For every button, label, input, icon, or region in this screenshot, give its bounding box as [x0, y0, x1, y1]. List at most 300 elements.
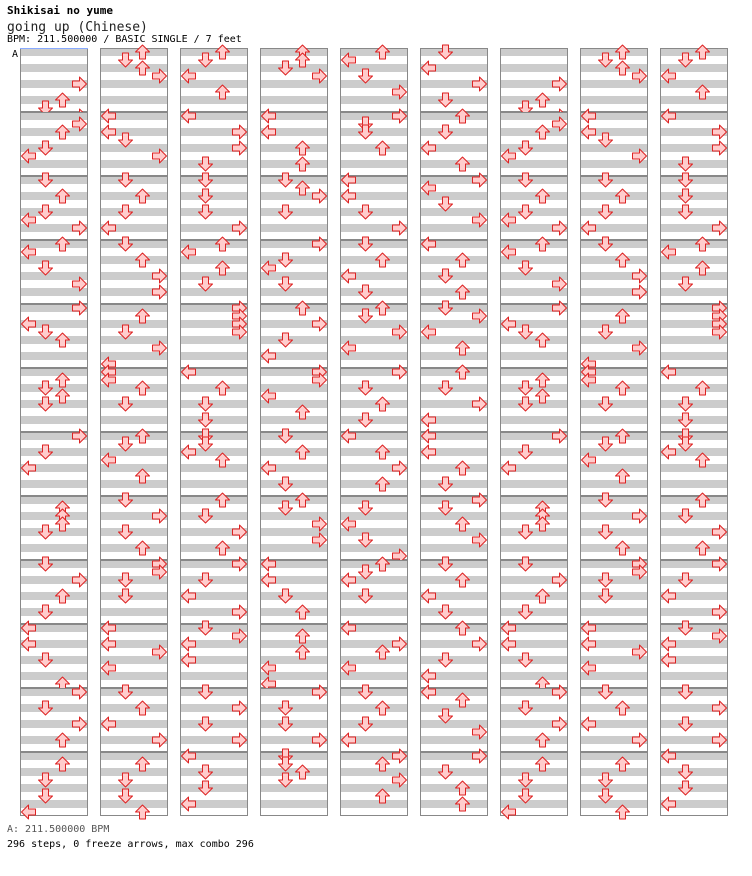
beat-stripe [500, 512, 568, 520]
measure [20, 685, 88, 752]
beat-stripe [340, 96, 408, 104]
measure [420, 493, 488, 560]
measure [100, 173, 168, 240]
beat-stripe [500, 784, 568, 792]
chart-column [180, 45, 248, 816]
measure [180, 685, 248, 752]
beat-stripe [340, 336, 408, 344]
beat-stripe [260, 800, 328, 808]
beat-stripe [420, 784, 488, 792]
beat-stripe [260, 208, 328, 216]
beat-stripe [420, 96, 488, 104]
measure [100, 752, 168, 819]
beat-stripe [100, 752, 168, 760]
beat-stripe [580, 752, 648, 760]
beat-stripe [20, 240, 88, 248]
beat-stripe [580, 304, 648, 312]
measure [260, 493, 328, 560]
beat-stripe [500, 736, 568, 744]
measure [500, 368, 568, 432]
measure [260, 301, 328, 368]
beat-stripe [260, 592, 328, 600]
beat-stripe [580, 352, 648, 360]
beat-stripe [580, 64, 648, 72]
beat-stripe [420, 576, 488, 584]
beat-stripe [580, 240, 648, 248]
beat-stripe [340, 592, 408, 600]
beat-stripe [580, 576, 648, 584]
beat-stripe [260, 784, 328, 792]
measure [180, 621, 248, 688]
beat-stripe [580, 176, 648, 184]
beat-stripe [20, 656, 88, 664]
measure [340, 429, 408, 496]
beat-stripe [260, 656, 328, 664]
measure [180, 109, 248, 176]
beat-stripe [660, 576, 728, 584]
beat-stripe [180, 576, 248, 584]
beat-stripe [100, 480, 168, 488]
beat-stripe [580, 336, 648, 344]
measure [580, 621, 648, 688]
beat-stripe [100, 160, 168, 168]
measure [500, 496, 568, 560]
beat-stripe [660, 272, 728, 280]
beat-stripe [20, 768, 88, 776]
chart-column [260, 45, 328, 816]
beat-stripe [100, 656, 168, 664]
measure [420, 749, 488, 816]
beat-stripe [100, 192, 168, 200]
measure [340, 45, 408, 112]
measure [580, 45, 648, 112]
measure [660, 173, 728, 240]
measure [20, 301, 88, 368]
measure [580, 493, 648, 560]
beat-stripe [660, 624, 728, 632]
beat-stripe [340, 128, 408, 136]
beat-stripe [100, 672, 168, 680]
beat-stripe [340, 704, 408, 712]
measure [260, 365, 328, 432]
beat-stripe [100, 528, 168, 536]
beat-stripe [100, 784, 168, 792]
measure [260, 557, 328, 624]
beat-stripe [100, 416, 168, 424]
measure [20, 621, 88, 691]
beat-stripe [660, 672, 728, 680]
beat-stripe [260, 288, 328, 296]
beat-stripe [260, 160, 328, 168]
beat-stripe [20, 384, 88, 392]
beat-stripe [20, 736, 88, 744]
measure [180, 749, 248, 816]
beat-stripe [660, 80, 728, 88]
beat-stripe [420, 208, 488, 216]
beat-stripe [260, 448, 328, 456]
beat-stripe [260, 336, 328, 344]
beat-stripe [20, 96, 88, 104]
beat-stripe [500, 544, 568, 552]
beat-stripe [20, 144, 88, 152]
beat-stripe [260, 176, 328, 184]
beat-stripe [180, 288, 248, 296]
beat-stripe [100, 576, 168, 584]
beat-stripe [660, 256, 728, 264]
beat-stripe [100, 256, 168, 264]
beat-stripe [20, 160, 88, 168]
beat-stripe [580, 672, 648, 680]
beat-stripe [420, 224, 488, 232]
beat-stripe [180, 352, 248, 360]
measure [420, 173, 488, 240]
beat-stripe [660, 336, 728, 344]
beat-stripe [420, 304, 488, 312]
measure [580, 365, 648, 432]
beat-stripe [340, 320, 408, 328]
beat-stripe [100, 80, 168, 88]
beat-stripe [500, 384, 568, 392]
measure [500, 173, 568, 240]
measure [100, 621, 168, 688]
beat-stripe [500, 288, 568, 296]
measure [180, 237, 248, 304]
beat-stripe [20, 368, 88, 376]
beat-stripe [660, 240, 728, 248]
beat-stripe [500, 800, 568, 808]
beat-stripe [340, 144, 408, 152]
beat-stripe [260, 400, 328, 408]
measure [340, 621, 408, 688]
beat-stripe [340, 240, 408, 248]
beat-stripe [420, 112, 488, 120]
measure [260, 749, 328, 816]
measure [100, 557, 168, 624]
beat-stripe [420, 544, 488, 552]
beat-stripe [580, 160, 648, 168]
beat-stripe [100, 768, 168, 776]
measure [660, 621, 728, 688]
beat-stripe [260, 432, 328, 440]
beat-stripe [260, 512, 328, 520]
measure [340, 685, 408, 752]
measure [180, 301, 248, 368]
measure [580, 237, 648, 304]
beat-stripe [420, 368, 488, 376]
measure [580, 173, 648, 240]
measure [500, 112, 568, 176]
beat-stripe [500, 96, 568, 104]
measure [100, 493, 168, 560]
measure [20, 557, 88, 624]
beat-stripe [20, 48, 88, 56]
beat-stripe [260, 496, 328, 504]
beat-stripe [420, 256, 488, 264]
beat-stripe [500, 528, 568, 536]
measure [580, 557, 648, 624]
beat-stripe [420, 768, 488, 776]
beat-stripe [660, 288, 728, 296]
beat-stripe [420, 560, 488, 568]
beat-stripe [260, 96, 328, 104]
measure [580, 304, 648, 371]
measure [420, 237, 488, 304]
beat-stripe [580, 528, 648, 536]
measure [340, 749, 408, 816]
beat-stripe [180, 64, 248, 72]
beat-stripe [260, 144, 328, 152]
beat-stripe [580, 400, 648, 408]
beat-stripe [260, 672, 328, 680]
measure [20, 752, 88, 819]
beat-stripe [260, 608, 328, 616]
measure [100, 429, 168, 496]
beat-stripe [660, 768, 728, 776]
beat-stripe [340, 208, 408, 216]
beat-stripe [420, 720, 488, 728]
beat-stripe [180, 384, 248, 392]
measure [180, 173, 248, 240]
beat-stripe [100, 320, 168, 328]
beat-stripe [420, 736, 488, 744]
beat-stripe [580, 688, 648, 696]
beat-stripe [100, 352, 168, 360]
beat-stripe [100, 400, 168, 408]
beat-stripe [180, 336, 248, 344]
beat-stripe [260, 48, 328, 56]
beat-stripe [20, 496, 88, 504]
beat-stripe [500, 480, 568, 488]
beat-stripe [340, 544, 408, 552]
beat-stripe [340, 800, 408, 808]
beat-stripe [580, 416, 648, 424]
beat-stripe [260, 704, 328, 712]
beat-stripe [180, 208, 248, 216]
measure [420, 557, 488, 624]
measure [340, 109, 408, 176]
beat-stripe [340, 64, 408, 72]
beat-stripe [580, 448, 648, 456]
beat-stripe [660, 432, 728, 440]
beat-stripe [100, 464, 168, 472]
beat-stripe [500, 64, 568, 72]
measure [500, 621, 568, 691]
beat-stripe [20, 400, 88, 408]
measure [340, 496, 408, 563]
beat-stripe [500, 368, 568, 376]
beat-stripe [500, 352, 568, 360]
beat-stripe [420, 704, 488, 712]
beat-stripe [340, 80, 408, 88]
beat-stripe [20, 208, 88, 216]
measure [340, 237, 408, 304]
beat-stripe [180, 240, 248, 248]
beat-stripe [180, 768, 248, 776]
beat-stripe [500, 112, 568, 120]
beat-stripe [500, 160, 568, 168]
beat-stripe [500, 48, 568, 56]
measure [500, 557, 568, 624]
beat-stripe [180, 80, 248, 88]
beat-stripe [500, 272, 568, 280]
beat-stripe [260, 624, 328, 632]
beat-stripe [500, 672, 568, 680]
measure [180, 45, 248, 112]
beat-stripe [180, 464, 248, 472]
beat-stripe [20, 800, 88, 808]
beat-stripe [180, 512, 248, 520]
beat-stripe [20, 560, 88, 568]
beat-stripe [660, 512, 728, 520]
beat-stripe [20, 784, 88, 792]
measure [660, 749, 728, 816]
beat-stripe [340, 304, 408, 312]
beat-stripe [660, 784, 728, 792]
beat-stripe [260, 480, 328, 488]
beat-stripe [260, 752, 328, 760]
beat-stripe [100, 608, 168, 616]
measure [420, 685, 488, 752]
beat-stripe [500, 768, 568, 776]
chart-column [660, 45, 728, 816]
chart-column [340, 45, 408, 816]
beat-stripe [340, 448, 408, 456]
beat-stripe [260, 384, 328, 392]
beat-stripe [340, 768, 408, 776]
measure [260, 237, 328, 304]
beat-stripe [660, 688, 728, 696]
measure [340, 173, 408, 240]
beat-stripe [420, 656, 488, 664]
measure [660, 301, 728, 368]
beat-stripe [420, 464, 488, 472]
beat-stripe [420, 384, 488, 392]
measure [660, 557, 728, 624]
beat-stripe [420, 528, 488, 536]
measure [100, 304, 168, 371]
beat-stripe [100, 176, 168, 184]
beat-stripe [20, 272, 88, 280]
beat-stripe [660, 480, 728, 488]
measure [100, 109, 168, 176]
beat-stripe [420, 288, 488, 296]
beat-stripe [260, 304, 328, 312]
chart-info: BPM: 211.500000 / BASIC SINGLE / 7 feet [7, 34, 242, 45]
beat-stripe [420, 800, 488, 808]
measure [660, 237, 728, 304]
beat-stripe [180, 192, 248, 200]
measure [20, 173, 88, 240]
beat-stripe [420, 608, 488, 616]
beat-stripe [20, 704, 88, 712]
chart-column [500, 48, 568, 819]
beat-stripe [260, 768, 328, 776]
beat-stripe [580, 704, 648, 712]
measure [660, 429, 728, 496]
beat-stripe [340, 608, 408, 616]
measure [660, 493, 728, 560]
beat-stripe [260, 224, 328, 232]
beat-stripe [260, 640, 328, 648]
measure [260, 173, 328, 240]
beat-stripe [260, 544, 328, 552]
beat-stripe [100, 592, 168, 600]
beat-stripe [580, 256, 648, 264]
beat-stripe [500, 336, 568, 344]
measure [580, 109, 648, 176]
beat-stripe [660, 208, 728, 216]
measure [100, 365, 168, 432]
beat-stripe [20, 64, 88, 72]
beat-stripe [20, 176, 88, 184]
beat-stripe [100, 48, 168, 56]
beat-stripe [260, 272, 328, 280]
beat-stripe [20, 192, 88, 200]
beat-stripe [180, 256, 248, 264]
beat-stripe [660, 176, 728, 184]
beat-stripe [100, 64, 168, 72]
beat-stripe [580, 464, 648, 472]
beat-stripe [20, 336, 88, 344]
beat-stripe [580, 480, 648, 488]
beat-stripe [20, 352, 88, 360]
beat-stripe [500, 704, 568, 712]
beat-stripe [420, 272, 488, 280]
beat-stripe [660, 160, 728, 168]
beat-stripe [660, 720, 728, 728]
beat-stripe [500, 144, 568, 152]
beat-stripe [580, 48, 648, 56]
beat-stripe [660, 64, 728, 72]
beat-stripe [340, 256, 408, 264]
measure [420, 621, 488, 688]
beat-stripe [420, 192, 488, 200]
beat-stripe [20, 128, 88, 136]
measure [100, 45, 168, 112]
beat-stripe [260, 256, 328, 264]
song-title: Shikisai no yume [7, 4, 113, 17]
beat-stripe [340, 48, 408, 56]
measure [500, 429, 568, 496]
chart-column [580, 45, 648, 819]
beat-stripe [180, 688, 248, 696]
beat-stripe [180, 176, 248, 184]
beat-stripe [420, 352, 488, 360]
beat-stripe [500, 496, 568, 504]
beat-stripe [100, 496, 168, 504]
measure [580, 685, 648, 752]
beat-stripe [100, 304, 168, 312]
beat-stripe [660, 192, 728, 200]
song-subtitle: going up (Chinese) [7, 20, 148, 35]
beat-stripe [500, 240, 568, 248]
measure [420, 109, 488, 176]
beat-stripe [340, 528, 408, 536]
bpm-footer: A: 211.500000 BPM [7, 824, 110, 835]
measure [500, 301, 568, 368]
measure [340, 557, 408, 624]
step-stats: 296 steps, 0 freeze arrows, max combo 296 [7, 839, 254, 850]
beat-stripe [500, 592, 568, 600]
measure [500, 48, 568, 123]
beat-stripe [500, 560, 568, 568]
measure [20, 368, 88, 432]
beat-stripe [660, 416, 728, 424]
beat-stripe [20, 256, 88, 264]
beat-stripe [260, 720, 328, 728]
bpm-marker-label: A [12, 49, 19, 60]
measure [420, 301, 488, 368]
